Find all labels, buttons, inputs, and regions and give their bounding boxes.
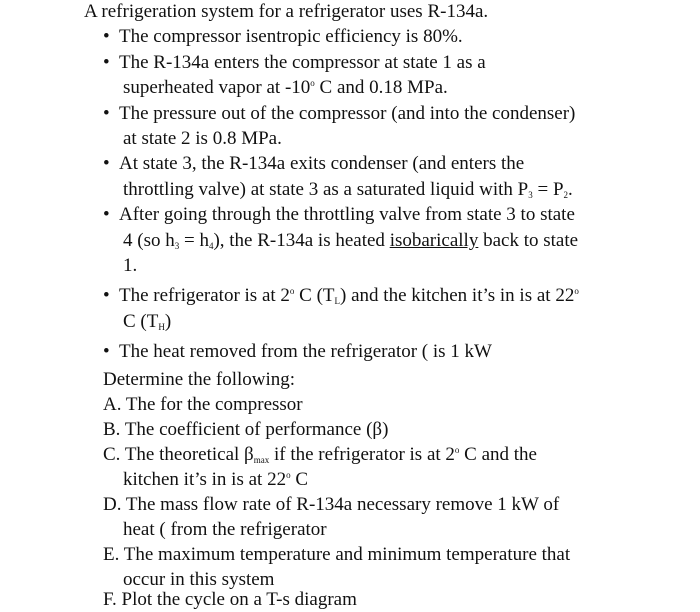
item-e-cont: occur in this system bbox=[123, 569, 275, 590]
item-c: C. The theoretical $\beta_{max}$ if the refrigerator is at 2$^o$ C and the bbox=[103, 444, 537, 465]
item-f: F. Plot the cycle on a T-s diagram bbox=[103, 589, 357, 610]
bullet-compressor-outlet: • The pressure out of the compressor (and into the condenser) bbox=[103, 103, 576, 124]
item-d-cont: heat ( from the refrigerator bbox=[123, 519, 327, 540]
bullet-marker: • bbox=[103, 341, 110, 362]
item-e: E. The maximum temperature and minimum temperature that bbox=[103, 544, 571, 565]
bullet-temperatures-cont: C $(T_H)$ bbox=[123, 311, 172, 332]
bullet-throttling-cont: 4 (so $h_3 = h_4$), the R-134a is heated isobarically back to state bbox=[123, 230, 579, 251]
degree-symbol: o bbox=[310, 78, 315, 88]
bullet-condenser-exit: • At state 3, the R-134a exits condenser (and enters the bbox=[103, 153, 525, 174]
bullet-heat-removed: • The heat removed from the refrigerator ( is 1 kW bbox=[103, 341, 492, 362]
bullet-compressor-inlet-cont: superheated vapor at -10$^o$ C and 0.18 MPa. bbox=[123, 77, 448, 98]
problem-heading: A refrigeration system for a refrigerator uses R-134a. bbox=[84, 1, 489, 22]
bullet-marker: • bbox=[103, 153, 110, 174]
bullet-throttling-end: 1. bbox=[123, 255, 138, 276]
bullet-marker: • bbox=[103, 204, 110, 225]
bullet-marker: • bbox=[103, 52, 110, 73]
bullet-compressor-inlet: • The R-134a enters the compressor at state 1 as a bbox=[103, 52, 486, 73]
item-c-cont: kitchen it’s in is at 22$^o$ C bbox=[123, 469, 309, 490]
bullet-marker: • bbox=[103, 285, 110, 306]
bullet-temperatures: • The refrigerator is at 2$^o$ C $(T_L)$ and the kitchen it’s in is at 22$^o$ bbox=[103, 285, 579, 306]
item-b: B. The coefficient of performance (β) bbox=[103, 419, 389, 440]
determine-heading: Determine the following: bbox=[103, 369, 296, 390]
bullet-compressor-efficiency: • The compressor isentropic efficiency is 80%. bbox=[103, 26, 463, 47]
underlined-term: isobarically bbox=[389, 230, 479, 251]
bullet-marker: • bbox=[103, 26, 110, 47]
bullet-marker: • bbox=[103, 103, 110, 124]
bullet-condenser-exit-cont: throttling valve) at state 3 as a saturated liquid with $P_3 = P_2$. bbox=[123, 179, 573, 200]
bullet-throttling: • After going through the throttling valve from state 3 to state bbox=[103, 204, 575, 225]
bullet-compressor-outlet-cont: at state 2 is 0.8 MPa. bbox=[123, 128, 282, 149]
item-a: A. The for the compressor bbox=[103, 394, 303, 415]
item-d: D. The mass flow rate of R-134a necessary remove 1 kW of bbox=[103, 494, 560, 515]
